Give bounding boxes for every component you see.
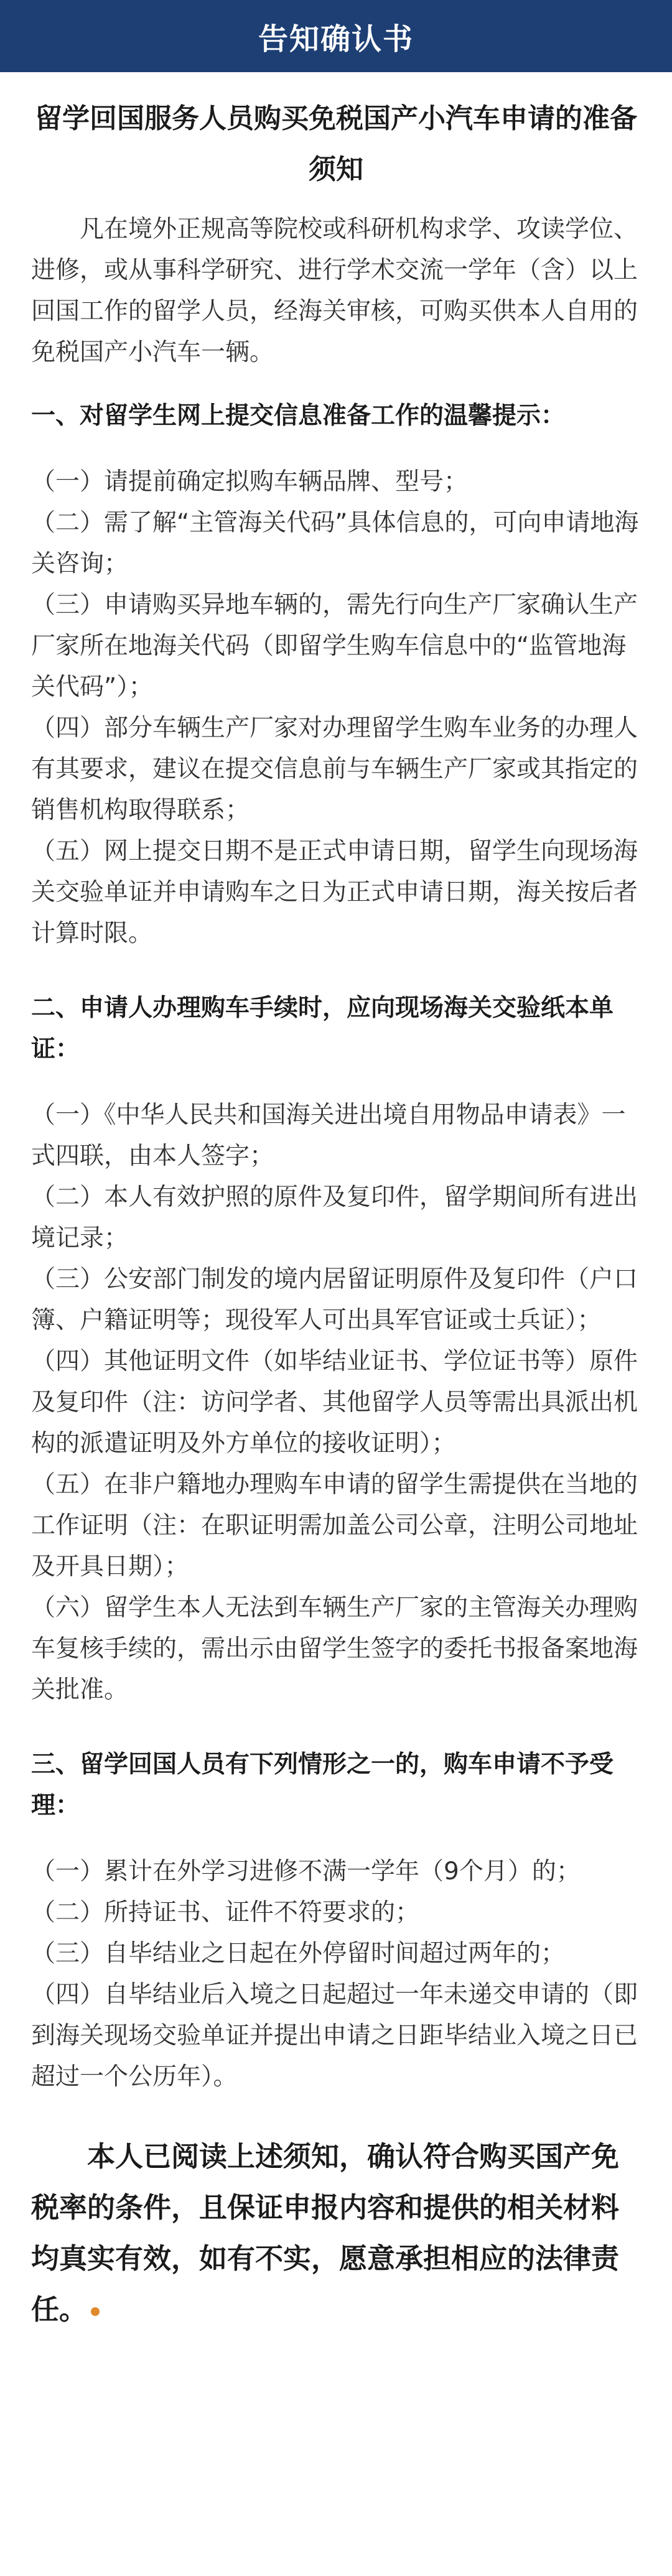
cursor-dot-icon	[91, 2307, 100, 2316]
list-item: （二）所持证书、证件不符要求的；	[31, 1899, 420, 1927]
list-item: （三）申请购买异地车辆的，需先行向生产厂家确认生产厂家所在地海关代码（即留学生购车信息中的“监管地海关代码”）；	[31, 591, 638, 701]
intro-paragraph: 凡在境外正规高等院校或科研机构求学、攻读学位、进修，或从事科学研究、进行学术交流一学年（含）以上回国工作的留学人员，经海关审核，可购买供本人自用的免税国产小汽车一辆。	[31, 215, 638, 366]
list-item: （四）自毕结业后入境之日起超过一年未递交申请的（即到海关现场交验单证并提出申请之日距毕结业入境之日已超过一个公历年）。	[31, 1981, 638, 2091]
list-item: （四）其他证明文件（如毕结业证书、学位证书等）原件及复印件（注：访问学者、其他留学人员等需出具派出机构的派遣证明及外方单位的接收证明）；	[31, 1347, 638, 1458]
confirmation-statement	[31, 2131, 641, 2335]
list-item: （二）本人有效护照的原件及复印件，留学期间所有进出境记录；	[31, 1183, 638, 1252]
section-3	[31, 1744, 641, 2098]
list-item: （六）留学生本人无法到车辆生产厂家的主管海关办理购车复核手续的，需出示由留学生签字的委托书报备案地海关批准。	[31, 1594, 638, 1704]
header-title: 告知确认书	[258, 21, 414, 57]
list-item: （三）自毕结业之日起在外停留时间超过两年的；	[31, 1940, 566, 1968]
list-item: （二）需了解“主管海关代码”具体信息的，可向申请地海关咨询；	[31, 509, 639, 578]
section-1	[31, 396, 641, 954]
list-item: （四）部分车辆生产厂家对办理留学生购车业务的办理人有其要求，建议在提交信息前与车辆生产厂家或其指定的销售机构取得联系；	[31, 714, 638, 824]
confirmation-text: 本人已阅读上述须知，确认符合购买国产免税率的条件，且保证申报内容和提供的相关材料均真实有效，如有不实，愿意承担相应的法律责任。	[31, 2140, 620, 2326]
list-item: （五）网上提交日期不是正式申请日期，留学生向现场海关交验单证并申请购车之日为正式申请日期，海关按后者计算时限。	[31, 837, 638, 947]
list-item: （三）公安部门制发的境内居留证明原件及复印件（户口簿、户籍证明等；现役军人可出具军官证或士兵证）；	[31, 1265, 638, 1334]
header-bar	[0, 0, 672, 72]
section-2	[31, 988, 641, 1711]
document-body	[0, 72, 672, 2335]
list-item: （一）请提前确定拟购车辆品牌、型号；	[31, 468, 469, 496]
section-heading: 二、申请人办理购车手续时，应向现场海关交验纸本单证：	[31, 994, 614, 1063]
list-item: （五）在非户籍地办理购车申请的留学生需提供在当地的工作证明（注：在职证明需加盖公司公章，注明公司地址及开具日期）；	[31, 1471, 638, 1581]
section-heading: 三、留学回国人员有下列情形之一的，购车申请不予受理：	[31, 1751, 614, 1820]
section-heading: 一、对留学生网上提交信息准备工作的温馨提示：	[31, 402, 566, 430]
list-item: （一）累计在外学习进修不满一学年（9个月）的；	[31, 1858, 581, 1886]
document-title: 留学回国服务人员购买免税国产小汽车申请的准备须知	[35, 103, 637, 185]
list-item: （一）《中华人民共和国海关进出境自用物品申请表》一式四联，由本人签字；	[31, 1101, 626, 1170]
